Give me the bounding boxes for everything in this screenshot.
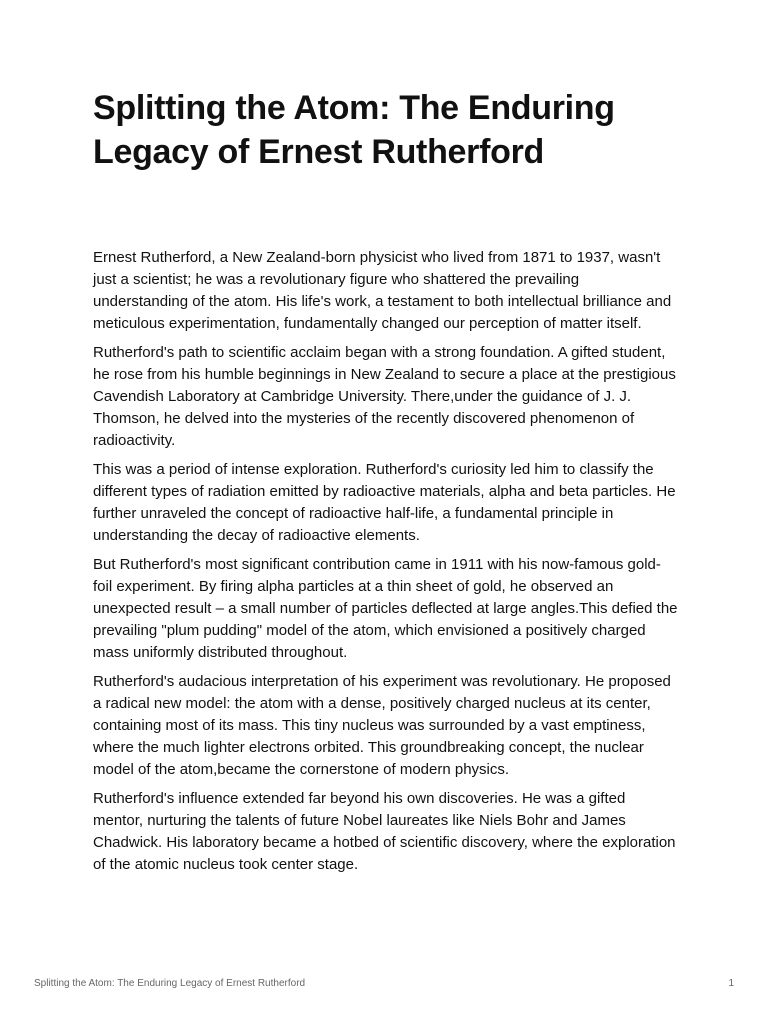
footer-document-title: Splitting the Atom: The Enduring Legacy of Ernest Rutherford bbox=[34, 978, 306, 989]
paragraph-5: Rutherford's audacious interpretation of his experiment was revolutionary. He proposed a radical new model: the atom with a dense, positively charged nucleus at its center, containing most of its mass. This tiny nucleus was surrounded by a vast emptiness, where the much lighter electrons orbited. This groundbreaking concept, the nuclear model of the atom,became the cornerstone of modern physics. bbox=[93, 673, 671, 778]
footer-page-number: 1 bbox=[728, 978, 734, 989]
paragraph-6: Rutherford's influence extended far beyond his own discoveries. He was a gifted mentor, nurturing the talents of future Nobel laureates like Niels Bohr and James Chadwick. His laboratory became a hotbed of scientific discovery, where the exploration of the atomic nucleus took center stage. bbox=[93, 790, 676, 873]
document-body bbox=[93, 247, 678, 883]
document-title: Splitting the Atom: The Enduring Legacy of Ernest Rutherford bbox=[93, 89, 615, 171]
paragraph-4: But Rutherford's most significant contribution came in 1911 with his now-famous gold-foil experiment. By firing alpha particles at a thin sheet of gold, he observed an unexpected result – a small number of particles deflected at large angles.This defied the prevailing "plum pudding" model of the atom, which envisioned a positively charged mass uniformly distributed throughout. bbox=[93, 556, 678, 661]
paragraph-1: Ernest Rutherford, a New Zealand-born physicist who lived from 1871 to 1937, wasn't just a scientist; he was a revolutionary figure who shattered the prevailing understanding of the atom. His life's work, a testament to both intellectual brilliance and meticulous experimentation, fundamentally changed our perception of matter itself. bbox=[93, 249, 672, 332]
paragraph-3: This was a period of intense exploration. Rutherford's curiosity led him to classify the different types of radiation emitted by radioactive materials, alpha and beta particles. He further unraveled the concept of radioactive half-life, a fundamental principle in understanding the decay of radioactive elements. bbox=[93, 461, 676, 544]
paragraph-2: Rutherford's path to scientific acclaim began with a strong foundation. A gifted student, he rose from his humble beginnings in New Zealand to secure a place at the prestigious Cavendish Laboratory at Cambridge University. There,under the guidance of J. J. Thomson, he delved into the mysteries of the recently discovered phenomenon of radioactivity. bbox=[93, 344, 676, 449]
